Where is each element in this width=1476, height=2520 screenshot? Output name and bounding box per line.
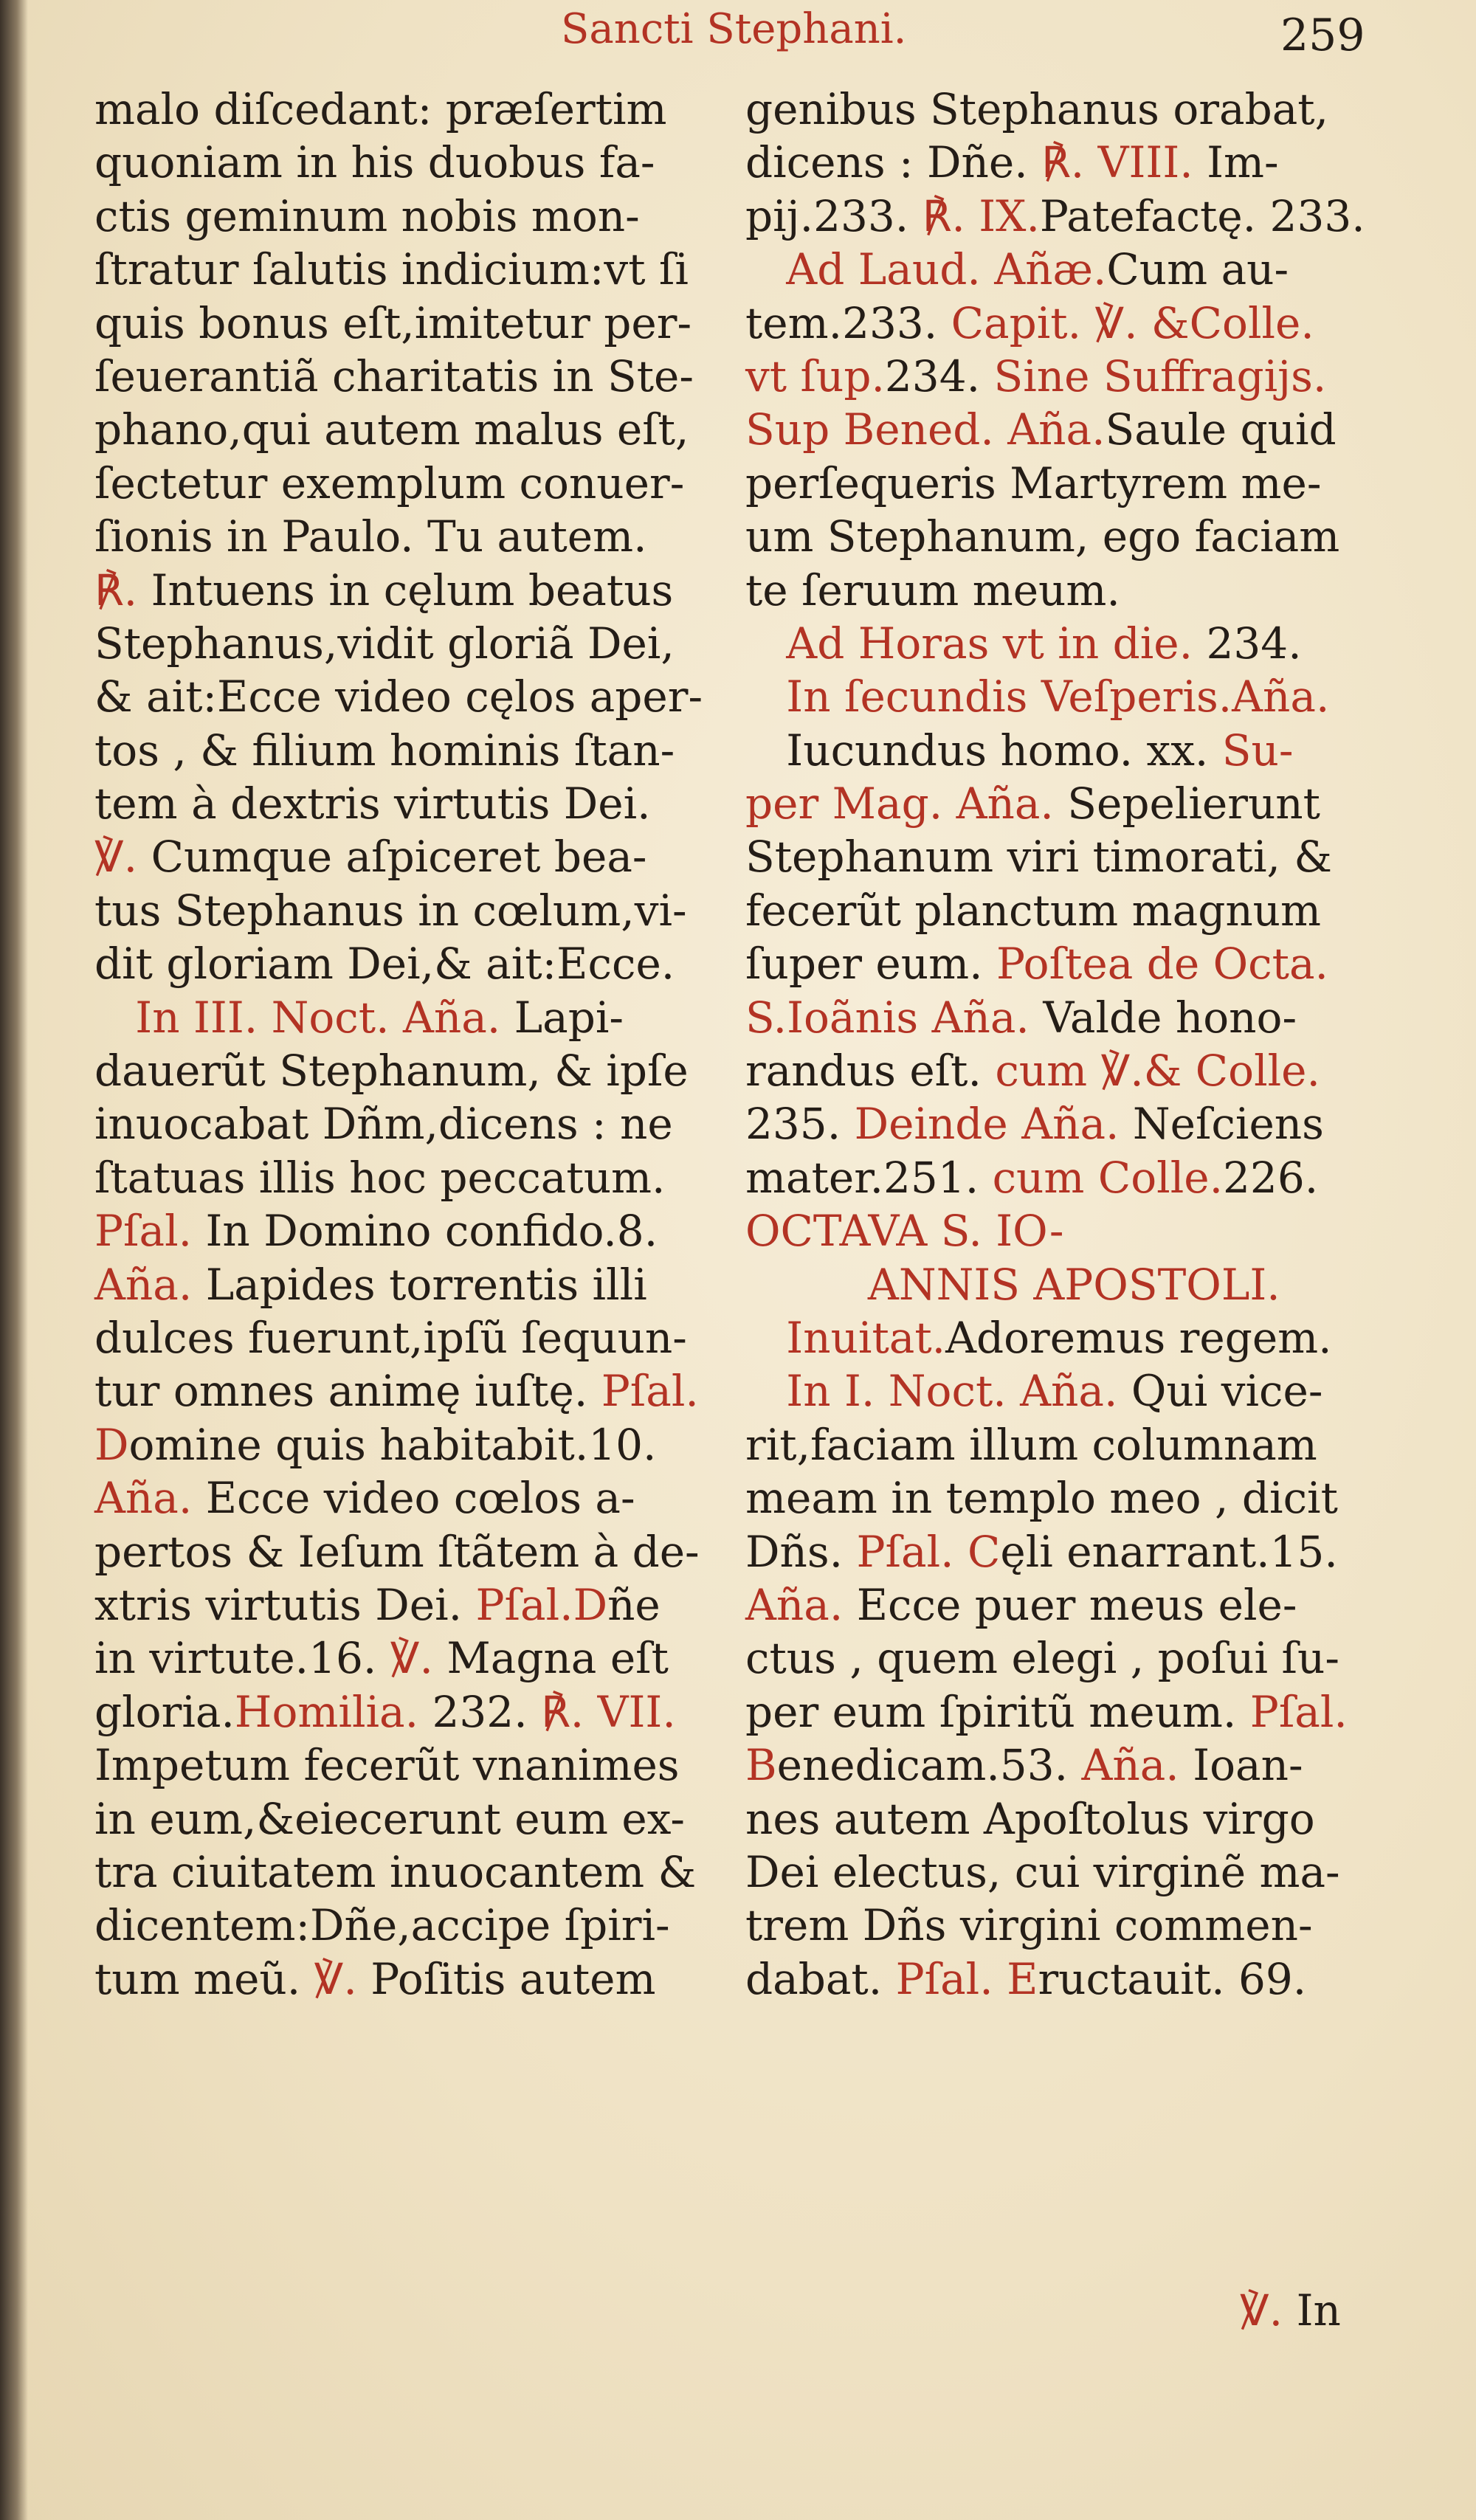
text-line	[745, 884, 1365, 937]
body-text: malo diſcedant: præſertim	[94, 84, 667, 134]
text-line	[94, 350, 714, 403]
text-line	[94, 1792, 714, 1846]
text-line	[94, 1204, 714, 1257]
body-text: in virtute.16.	[94, 1633, 390, 1684]
text-line	[745, 1739, 1365, 1792]
body-text: Cumque aſpiceret bea-	[151, 832, 647, 883]
text-line	[745, 1311, 1365, 1364]
rubric-text: Ad Laud. Añæ.	[745, 244, 1107, 295]
body-text: randus eſt.	[745, 1046, 996, 1097]
text-line	[94, 1311, 714, 1364]
text-line	[745, 1846, 1365, 1899]
body-text: omine quis habitabit.10.	[128, 1419, 657, 1470]
body-text: tem à dextris virtutis Dei.	[94, 779, 651, 829]
rubric-text: Aña.	[94, 1473, 206, 1524]
body-text: tem.233.	[745, 297, 951, 348]
text-line	[745, 830, 1365, 883]
rubric-text: ℣.	[94, 832, 151, 883]
body-text: 235.	[745, 1099, 855, 1150]
text-line	[745, 1792, 1365, 1846]
body-text: Lapides torrentis illi	[205, 1259, 647, 1310]
body-text: Sepelierunt	[1067, 779, 1320, 829]
body-text: meam in templo meo , dicit	[745, 1473, 1338, 1524]
text-line	[745, 1258, 1365, 1311]
rubric-text: ℟. VII.	[541, 1686, 676, 1737]
body-text: Saule quid	[1105, 404, 1337, 455]
rubric-text: B	[745, 1740, 777, 1791]
text-line	[94, 1097, 714, 1150]
body-text: tra ciuitatem inuocantem &	[94, 1846, 697, 1897]
binding-gutter	[0, 0, 28, 2520]
rubric-text: Poſtea de Octa.	[996, 939, 1328, 990]
body-text: Ecce puer meus ele-	[856, 1579, 1297, 1630]
body-text: Qui vice-	[1131, 1366, 1323, 1417]
body-text: 234.	[1206, 618, 1302, 669]
text-line	[94, 1685, 714, 1739]
text-line	[745, 190, 1365, 243]
text-line	[745, 777, 1365, 830]
rubric-text: Aña.	[745, 1579, 857, 1630]
text-line	[94, 1632, 714, 1685]
body-text: pertos & Ieſum ſtãtem à de-	[94, 1526, 700, 1577]
text-line	[745, 350, 1365, 403]
rubric-text: Inuitat.	[745, 1312, 946, 1363]
text-line	[745, 243, 1365, 296]
text-line	[94, 777, 714, 830]
text-line	[745, 937, 1365, 990]
body-text: dabat.	[745, 1953, 896, 2004]
text-line	[94, 457, 714, 510]
body-text: ñe	[607, 1579, 661, 1630]
body-text: Magna eſt	[446, 1633, 669, 1684]
rubric-text: ANNIS APOSTOLI.	[745, 1259, 1280, 1310]
text-line	[94, 884, 714, 937]
body-text: 232.	[432, 1686, 542, 1737]
text-line	[94, 136, 714, 189]
body-text: in eum,&eiecerunt eum ex-	[94, 1793, 685, 1844]
page-number: 259	[1280, 10, 1365, 61]
body-text: dauerũt Stephanum, & ipſe	[94, 1046, 689, 1097]
rubric-text: Pſal.D	[475, 1579, 608, 1630]
body-text: Patefactę. 233.	[1039, 190, 1365, 241]
text-line	[94, 724, 714, 777]
body-text: ctis geminum nobis mon-	[94, 190, 640, 241]
rubric-text: OCTAVA S. IO-	[745, 1206, 1064, 1257]
rubric-text: ℟. VIII.	[1041, 137, 1207, 188]
rubric-text: In III. Noct. Aña.	[94, 992, 514, 1043]
text-line	[745, 1578, 1365, 1632]
text-line	[745, 457, 1365, 510]
rubric-text: Aña.	[94, 1259, 206, 1310]
body-text: tur omnes animę iuſtę.	[94, 1366, 601, 1417]
rubric-text: Pſal.	[601, 1366, 699, 1417]
text-line	[94, 297, 714, 350]
rubric-text: ℣.	[314, 1953, 371, 2004]
body-text: tus Stephanus in cœlum,vi-	[94, 885, 687, 936]
body-text: phano,qui autem malus eſt,	[94, 404, 689, 455]
body-text: rit,faciam illum columnam	[745, 1419, 1317, 1470]
body-text: inuocabat Dñm,dicens : ne	[94, 1099, 673, 1150]
text-column-left	[94, 83, 714, 2006]
rubric-text: ℟.	[94, 565, 151, 615]
body-text: Dei electus, cui virginẽ ma-	[745, 1846, 1340, 1897]
body-text: perſequeris Martyrem me-	[745, 458, 1322, 508]
text-line	[94, 243, 714, 296]
running-head: Sancti Stephani.	[561, 5, 907, 53]
text-line	[745, 1151, 1365, 1204]
text-line	[745, 617, 1365, 670]
rubric-text: In I. Noct. Aña.	[745, 1366, 1131, 1417]
text-line	[94, 1044, 714, 1097]
text-line	[745, 83, 1365, 136]
text-line	[745, 1097, 1365, 1150]
rubric-text: Deinde Aña.	[854, 1099, 1133, 1150]
text-line	[745, 1899, 1365, 1952]
body-text: Impetum fecerũt vnanimes	[94, 1740, 680, 1791]
body-text: ſuper eum.	[745, 939, 996, 990]
rubric-text: D	[94, 1419, 129, 1470]
rubric-text: Pſal. E	[895, 1953, 1038, 2004]
body-text: Cum au-	[1106, 244, 1289, 295]
body-text: Dñs.	[745, 1526, 857, 1577]
body-text: dicens : Dñe.	[745, 137, 1042, 188]
body-text: 226.	[1223, 1152, 1319, 1203]
body-text: xtris virtutis Dei.	[94, 1579, 476, 1630]
body-text: Stephanum viri timorati, &	[745, 832, 1333, 883]
text-line	[94, 670, 714, 723]
rubric-text: Pſal. C	[856, 1526, 1001, 1577]
body-text: ſectetur exemplum conuer-	[94, 458, 685, 508]
text-line	[745, 1044, 1365, 1097]
rubric-text: cum ℣.& Colle.	[995, 1046, 1320, 1097]
text-line	[94, 1899, 714, 1952]
text-line	[94, 830, 714, 883]
rubric-text: cum Colle.	[992, 1152, 1224, 1203]
rubric-text: Ad Horas vt in die.	[745, 618, 1207, 669]
rubric-text: per Mag. Aña.	[745, 779, 1068, 829]
body-text: genibus Stephanus orabat,	[745, 84, 1329, 134]
text-line	[745, 1953, 1365, 2006]
body-text: ructauit. 69.	[1038, 1953, 1307, 2004]
rubric-text: Sup Bened. Aña.	[745, 404, 1106, 455]
rubric-text: In ſecundis Veſperis.Aña.	[745, 672, 1330, 722]
text-line	[94, 1846, 714, 1899]
text-line	[94, 1578, 714, 1632]
body-text: ęli enarrant.15.	[1000, 1526, 1338, 1577]
text-line	[94, 510, 714, 563]
body-text: ſtratur ſalutis indicium:vt ſi	[94, 244, 689, 295]
rubric-text: Capit. ℣. &Colle.	[951, 297, 1314, 348]
text-line	[94, 83, 714, 136]
text-line	[94, 190, 714, 243]
body-text: tos , & filium hominis ſtan-	[94, 725, 675, 776]
text-line	[94, 1953, 714, 2006]
body-text: & ait:Ecce video cęlos aper-	[94, 672, 703, 722]
body-text: te ſeruum meum.	[745, 565, 1120, 615]
text-line	[745, 1632, 1365, 1685]
catchword-rubric: ℣.	[1240, 2285, 1297, 2336]
text-line	[94, 1151, 714, 1204]
rubric-text: ℟. IX.	[922, 190, 1040, 241]
text-column-right	[745, 83, 1365, 2006]
body-text: Stephanus,vidit gloriã Dei,	[94, 618, 675, 669]
body-text: ſtatuas illis hoc peccatum.	[94, 1152, 666, 1203]
text-line	[745, 1418, 1365, 1471]
text-line	[745, 1364, 1365, 1418]
text-line	[94, 617, 714, 670]
text-line	[94, 937, 714, 990]
body-text: enedicam.53.	[776, 1740, 1082, 1791]
body-text: mater.251.	[745, 1152, 993, 1203]
rubric-text: S.Ioãnis Aña.	[745, 992, 1044, 1043]
body-text: 234.	[884, 351, 994, 401]
text-line	[745, 991, 1365, 1044]
body-text: Lapi-	[514, 992, 624, 1043]
body-text: Poſitis autem	[370, 1953, 656, 2004]
rubric-text: Pſal.	[1249, 1686, 1348, 1737]
body-text: tum meũ.	[94, 1953, 314, 2004]
rubric-text: vt ſup.	[745, 351, 885, 401]
text-line	[745, 510, 1365, 563]
text-line	[94, 1739, 714, 1792]
text-line	[94, 991, 714, 1044]
body-text: In Domino confido.8.	[205, 1206, 658, 1257]
rubric-text: Pſal.	[94, 1206, 206, 1257]
text-line	[745, 564, 1365, 617]
text-line	[94, 564, 714, 617]
text-line	[745, 1471, 1365, 1525]
body-text: per eum ſpiritũ meum.	[745, 1686, 1250, 1737]
text-line	[94, 1364, 714, 1418]
text-line	[745, 670, 1365, 723]
body-text: dit gloriam Dei,& ait:Ecce.	[94, 939, 675, 990]
body-text: Ecce video cœlos a-	[205, 1473, 635, 1524]
text-line	[94, 403, 714, 456]
rubric-text: Sine Suffragijs.	[993, 351, 1327, 401]
rubric-text: ℣.	[390, 1633, 447, 1684]
text-line	[94, 1258, 714, 1311]
rubric-text: Aña.	[1081, 1740, 1193, 1791]
text-line	[745, 1204, 1365, 1257]
body-text: Im-	[1207, 137, 1279, 188]
text-line	[94, 1418, 714, 1471]
body-text: fecerũt planctum magnum	[745, 885, 1322, 936]
body-text: ſionis in Paulo. Tu autem.	[94, 511, 647, 562]
text-line	[745, 136, 1365, 189]
catchword-text: In	[1296, 2285, 1341, 2336]
text-line	[745, 1525, 1365, 1578]
body-text: pij.233.	[745, 190, 922, 241]
body-text: Neſciens	[1132, 1099, 1324, 1150]
body-text: dulces fuerunt,ipſũ ſequun-	[94, 1312, 687, 1363]
body-text: Ioan-	[1193, 1740, 1303, 1791]
text-line	[745, 297, 1365, 350]
body-text: um Stephanum, ego faciam	[745, 511, 1340, 562]
text-line	[745, 403, 1365, 456]
body-text: nes autem Apoſtolus virgo	[745, 1793, 1315, 1844]
body-text: quoniam in his duobus fa-	[94, 137, 655, 188]
body-text: Iucundus homo. xx.	[745, 725, 1222, 776]
body-text: trem Dñs virgini commen-	[745, 1900, 1313, 1951]
text-line	[94, 1525, 714, 1578]
text-line	[745, 1685, 1365, 1739]
catchword	[1240, 2284, 1341, 2337]
rubric-text: Homilia.	[234, 1686, 432, 1737]
body-text: ſeuerantiã charitatis in Ste-	[94, 351, 694, 401]
body-text: dicentem:Dñe,accipe ſpiri-	[94, 1900, 670, 1951]
body-text: gloria.	[94, 1686, 235, 1737]
text-line	[745, 724, 1365, 777]
text-line	[94, 1471, 714, 1525]
body-text: quis bonus eſt,imitetur per-	[94, 297, 692, 348]
body-text: ctus , quem elegi , poſui ſu-	[745, 1633, 1339, 1684]
body-text: Valde hono-	[1043, 992, 1297, 1043]
body-text: Adoremus regem.	[945, 1312, 1332, 1363]
rubric-text: Su-	[1221, 725, 1294, 776]
body-text: Intuens in cęlum beatus	[151, 565, 674, 615]
